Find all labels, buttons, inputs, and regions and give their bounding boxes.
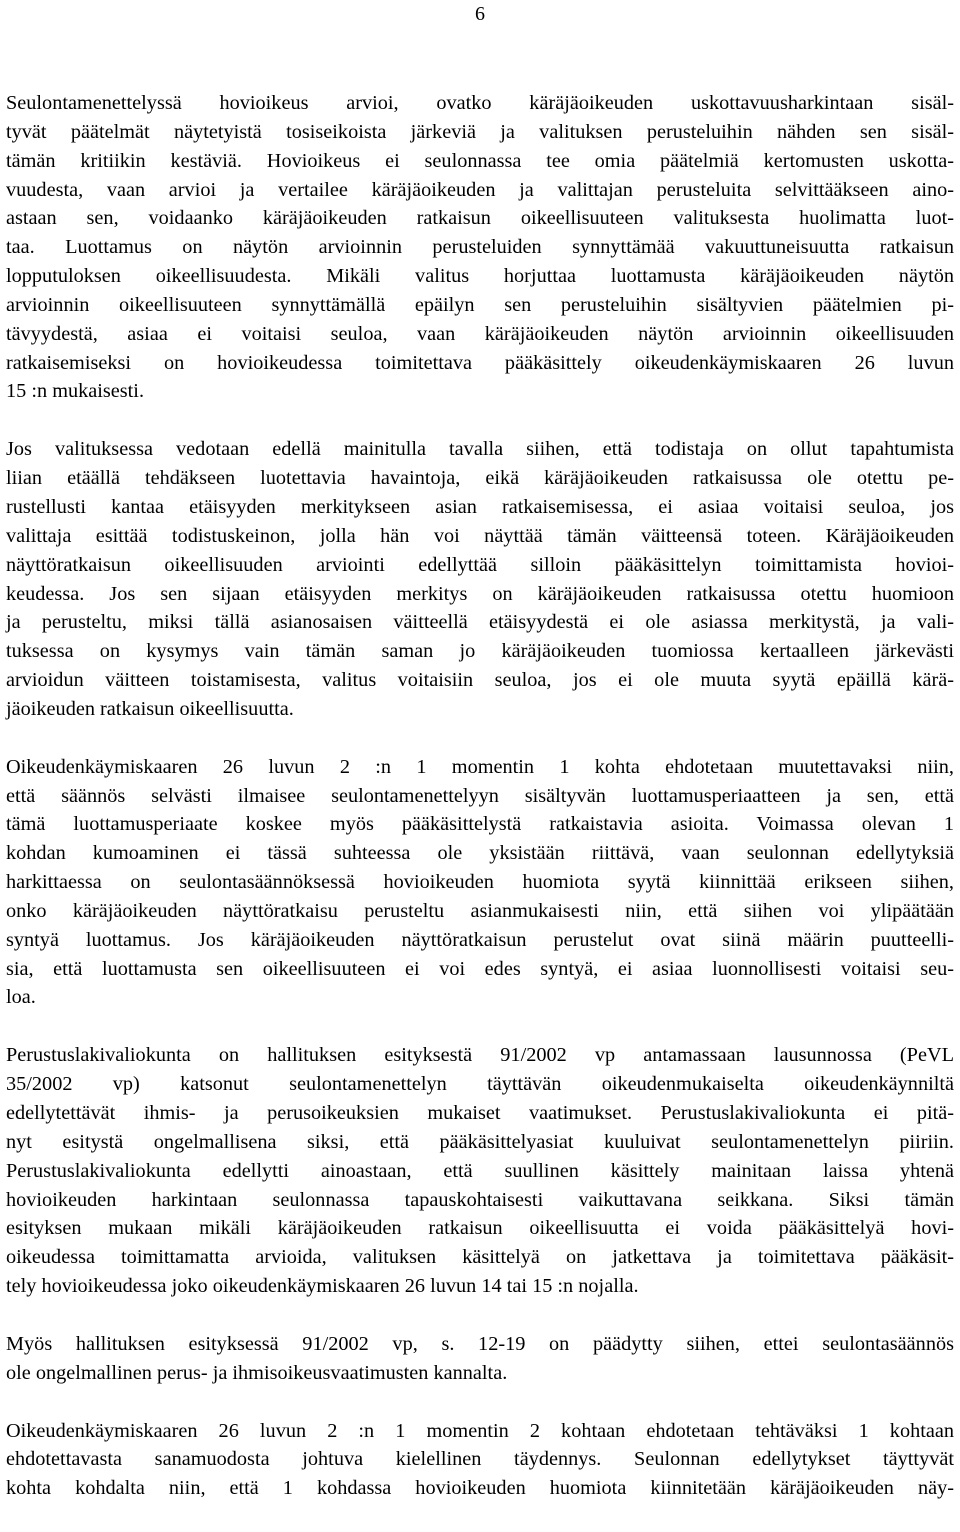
text-line: Oikeudenkäymiskaaren 26 luvun 2 :n 1 momentin 2 kohtaan ehdotetaan tehtäväksi 1 kohtaan xyxy=(6,1419,954,1442)
text-line: harkittaessa on seulontasäännöksessä hovioikeuden huomiota syytä kiinnittää erikseen siihen, xyxy=(6,871,954,894)
text-line: onko käräjäoikeuden näyttöratkaisu perusteltu asianmukaisesti niin, että siihen voi ylipäätään xyxy=(6,899,954,922)
text-line: kohta kohdalta niin, että 1 kohdassa hovioikeuden huomiota kiinnitetään käräjäoikeuden näy- xyxy=(6,1477,954,1500)
text-line: 15 :n mukaisesti. xyxy=(6,380,145,403)
text-line: tyvät päätelmät näytetyistä tosiseikoista järkeviä ja valituksen perusteluihin nähden sen sisäl- xyxy=(6,120,954,143)
text-line: ratkaisemiseksi on hovioikeudessa toimitettava pääkäsittely oikeudenkäymiskaaren 26 luvun xyxy=(6,351,954,374)
text-line: ehdotettavasta sanamuodosta johtuva kielellinen täydennys. Seulonnan edellytykset täyttyvät xyxy=(6,1448,954,1471)
paragraph xyxy=(6,435,954,723)
text-line: arvioinnin oikeellisuuteen synnyttämällä epäilyn sen perusteluihin sisältyvien päätelmien pi- xyxy=(6,293,954,316)
text-line: ole ongelmallinen perus- ja ihmisoikeusvaatimusten kannalta. xyxy=(6,1361,508,1384)
text-line: vuudesta, vaan arvioi ja vertailee käräjäoikeuden ja valittajan perusteluita selvittääkseen aino- xyxy=(6,178,954,201)
text-line: tuksessa on kysymys vain tämän saman jo käräjäoikeuden tuomiossa kertaalleen järkevästi xyxy=(6,640,954,663)
text-line: lopputuloksen oikeellisuudesta. Mikäli valitus horjuttaa luottamusta käräjäoikeuden näytön xyxy=(6,265,954,288)
text-line: Jos valituksessa vedotaan edellä mainitulla tavalla siihen, että todistaja on ollut tapahtumista xyxy=(6,438,954,461)
text-line: syntyä luottamus. Jos käräjäoikeuden näyttöratkaisun perustelut ovat siinä määrin puutteelli- xyxy=(6,928,954,951)
document-body xyxy=(6,89,954,1532)
text-line: loa. xyxy=(6,986,36,1009)
text-line: jäoikeuden ratkaisun oikeellisuutta. xyxy=(6,697,294,720)
text-line: tämä luottamusperiaate koskee myös pääkäsittelystä ratkaistavia asioita. Voimassa olevan 1 xyxy=(6,813,954,836)
text-line: taa. Luottamus on näytön arvioinnin perusteluiden synnyttämää vakuuttuneisuutta ratkaisun xyxy=(6,236,954,259)
text-line: kohdan kumoaminen ei tässä suhteessa ole yksistään riittävä, vaan seulonnan edellytyksiä xyxy=(6,842,954,865)
text-line: tävyydestä, asiaa ei voitaisi seuloa, vaan käräjäoikeuden näytön arvioinnin oikeellisuuden xyxy=(6,322,954,345)
paragraph xyxy=(6,1041,954,1301)
text-line: nyt esitystä ongelmallisena siksi, että pääkäsittelyasiat kuuluivat seulontamenettelyn piiriin. xyxy=(6,1130,954,1153)
text-line: sia, että luottamusta sen oikeellisuuteen ei voi edes syntyä, ei asiaa luonnollisesti voitaisi seu- xyxy=(6,957,954,980)
text-line: Seulontamenettelyssä hovioikeus arvioi, ovatko käräjäoikeuden uskottavuusharkintaan sisäl- xyxy=(6,92,954,114)
text-line: valittaja esittää todistuskeinon, jolla hän voi näyttää tämän väitteensä toteen. Käräjäoikeuden xyxy=(6,524,954,547)
paragraph xyxy=(6,1330,954,1388)
text-line: tämän kritiikin kestäviä. Hovioikeus ei seulonnassa tee omia päätelmiä kertomusten uskotta- xyxy=(6,149,954,172)
text-line: ja perusteltu, miksi tällä asianosaisen väitteellä etäisyydestä ei ole asiassa merkitystä, ja vali- xyxy=(6,611,954,634)
paragraph xyxy=(6,89,954,406)
text-line: 35/2002 vp) katsonut seulontamenettelyn täyttävän oikeudenmukaiselta oikeudenkäynniltä xyxy=(6,1073,954,1096)
text-line: esityksen mukaan mikäli käräjäoikeuden ratkaisun oikeellisuutta ei voida pääkäsittelyä hovi- xyxy=(6,1217,954,1240)
text-line: että säännös selvästi ilmaisee seulontamenettelyyn sisältyvän luottamusperiaatteen ja sen, että xyxy=(6,784,954,807)
text-line: oikeudessa toimittamatta arvioida, valituksen käsittelyä on jatkettava ja toimitettava pääkäsit- xyxy=(6,1246,954,1269)
text-line: arvioidun väitteen toistamisesta, valitus voitaisiin seuloa, jos ei ole muuta syytä epäillä kärä- xyxy=(6,669,954,692)
page-number: 6 xyxy=(475,3,485,25)
text-line: Oikeudenkäymiskaaren 26 luvun 2 :n 1 momentin 1 kohta ehdotetaan muutettavaksi niin, xyxy=(6,755,954,778)
text-line: astaan sen, voidaanko käräjäoikeuden ratkaisun oikeellisuuteen valituksesta huolimatta luot- xyxy=(6,207,954,230)
text-line: keudessa. Jos sen sijaan etäisyyden merkitys on käräjäoikeuden ratkaisussa otettu huomioon xyxy=(6,582,954,605)
paragraph xyxy=(6,753,954,1013)
text-line: rustellusti kantaa etäisyyden merkitykseen asian ratkaisemisessa, ei asiaa voitaisi seuloa, jos xyxy=(6,495,954,518)
text-line: Myös hallituksen esityksessä 91/2002 vp, s. 12-19 on päädytty siihen, ettei seulontasäännös xyxy=(6,1332,954,1355)
text-line: hovioikeuden harkintaan seulonnassa tapauskohtaisesti vaikuttavana seikkana. Siksi tämän xyxy=(6,1188,954,1211)
text-line: Perustuslakivaliokunta on hallituksen esityksestä 91/2002 vp antamassaan lausunnossa (PeVL xyxy=(6,1044,954,1067)
text-line: näyttöratkaisun oikeellisuuden arviointi edellyttää silloin pääkäsittelyn toimittamista hovioi- xyxy=(6,553,954,576)
paragraph xyxy=(6,1417,954,1504)
text-line: Perustuslakivaliokunta edellytti ainoastaan, että suullinen käsittely mainitaan laissa yhtenä xyxy=(6,1159,954,1182)
text-line: edellytettävät ihmis- ja perusoikeuksien mukaiset vaatimukset. Perustuslakivaliokunta ei pitä- xyxy=(6,1102,954,1124)
text-line: tely hovioikeudessa joko oikeudenkäymiskaaren 26 luvun 14 tai 15 :n nojalla. xyxy=(6,1275,639,1298)
text-line: liian etäällä tehdäkseen luotettavia havaintoja, eikä käräjäoikeuden ratkaisussa ole otettu pe- xyxy=(6,467,954,490)
